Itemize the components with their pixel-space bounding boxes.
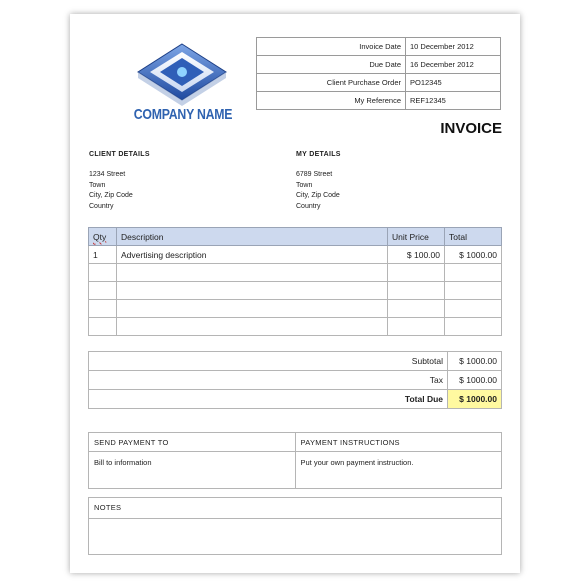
invoice-page — [70, 14, 520, 573]
meta-row-my-reference — [257, 92, 501, 110]
meta-row-client-po — [257, 74, 501, 92]
my-reference-label: My Reference — [257, 92, 406, 110]
table-row — [89, 264, 502, 282]
tax-row — [89, 371, 502, 390]
table-row — [89, 300, 502, 318]
subtotal-label: Subtotal — [89, 352, 448, 371]
qty-cell[interactable] — [89, 318, 117, 336]
line-items-table — [88, 227, 502, 336]
subtotal-row — [89, 352, 502, 371]
payment-body-row — [89, 452, 502, 489]
total-due-value[interactable]: $ 1000.00 — [448, 390, 502, 409]
unit-price-cell[interactable] — [388, 282, 445, 300]
description-cell[interactable] — [117, 264, 388, 282]
notes-divider — [89, 518, 501, 519]
notes-box[interactable] — [88, 497, 502, 555]
my-address-line: City, Zip Code — [296, 192, 340, 199]
qty-cell[interactable] — [89, 282, 117, 300]
client-address-line: Town — [89, 181, 106, 189]
table-row — [89, 318, 502, 336]
payment-header-row — [89, 433, 502, 452]
total-due-label: Total Due — [89, 390, 448, 409]
unit-price-cell[interactable] — [388, 318, 445, 336]
due-date-value[interactable]: 16 December 2012 — [406, 56, 501, 74]
unit-price-cell[interactable] — [388, 300, 445, 318]
client-po-value[interactable]: PO12345 — [406, 74, 501, 92]
total-due-row — [89, 390, 502, 409]
description-cell[interactable] — [117, 318, 388, 336]
line-items-header — [89, 228, 502, 246]
client-po-label: Client Purchase Order — [257, 74, 406, 92]
send-payment-body[interactable]: Bill to information — [89, 452, 296, 489]
my-reference-value[interactable]: REF12345 — [406, 92, 501, 110]
unit-price-cell[interactable] — [388, 264, 445, 282]
unit-price-cell[interactable]: $ 100.00 — [388, 246, 445, 264]
description-cell[interactable] — [117, 300, 388, 318]
payment-table — [88, 432, 502, 489]
totals-table — [88, 351, 502, 409]
total-header: Total — [445, 228, 502, 246]
meta-row-invoice-date — [257, 38, 501, 56]
client-address-line: City, Zip Code — [89, 192, 133, 199]
description-cell[interactable]: Advertising description — [117, 246, 388, 264]
client-address-line: 1234 Street — [89, 171, 126, 178]
qty-cell[interactable] — [89, 300, 117, 318]
unit-price-header: Unit Price — [388, 228, 445, 246]
total-cell[interactable] — [445, 300, 502, 318]
client-address[interactable] — [89, 170, 133, 212]
client-address-line: Country — [89, 202, 114, 210]
total-cell[interactable] — [445, 264, 502, 282]
meta-row-due-date — [257, 56, 501, 74]
due-date-label: Due Date — [257, 56, 406, 74]
total-cell[interactable] — [445, 318, 502, 336]
my-details-heading: MY DETAILS — [296, 151, 341, 158]
description-cell[interactable] — [117, 282, 388, 300]
description-header: Description — [117, 228, 388, 246]
total-cell[interactable] — [445, 282, 502, 300]
invoice-meta-table — [256, 37, 501, 110]
qty-cell[interactable]: 1 — [89, 246, 117, 264]
invoice-date-label: Invoice Date — [257, 38, 406, 56]
my-address-line: Country — [296, 202, 321, 210]
qty-header-label: Qty — [93, 231, 107, 242]
table-row — [89, 246, 502, 264]
tax-label: Tax — [89, 371, 448, 390]
qty-cell[interactable] — [89, 264, 117, 282]
total-cell[interactable]: $ 1000.00 — [445, 246, 502, 264]
send-payment-heading: SEND PAYMENT TO — [89, 433, 296, 452]
client-details-heading: CLIENT DETAILS — [89, 151, 150, 158]
invoice-date-value[interactable]: 10 December 2012 — [406, 38, 501, 56]
invoice-title: INVOICE — [440, 120, 502, 137]
notes-heading: NOTES — [94, 503, 122, 512]
table-row — [89, 282, 502, 300]
qty-header — [89, 228, 117, 246]
company-name: COMPANY NAME — [133, 106, 233, 123]
my-address[interactable] — [296, 170, 340, 212]
payment-instructions-heading: PAYMENT INSTRUCTIONS — [295, 433, 502, 452]
my-address-line: 6789 Street — [296, 171, 333, 178]
subtotal-value[interactable]: $ 1000.00 — [448, 352, 502, 371]
tax-value[interactable]: $ 1000.00 — [448, 371, 502, 390]
payment-instructions-body[interactable]: Put your own payment instruction. — [295, 452, 502, 489]
my-address-line: Town — [296, 181, 313, 189]
